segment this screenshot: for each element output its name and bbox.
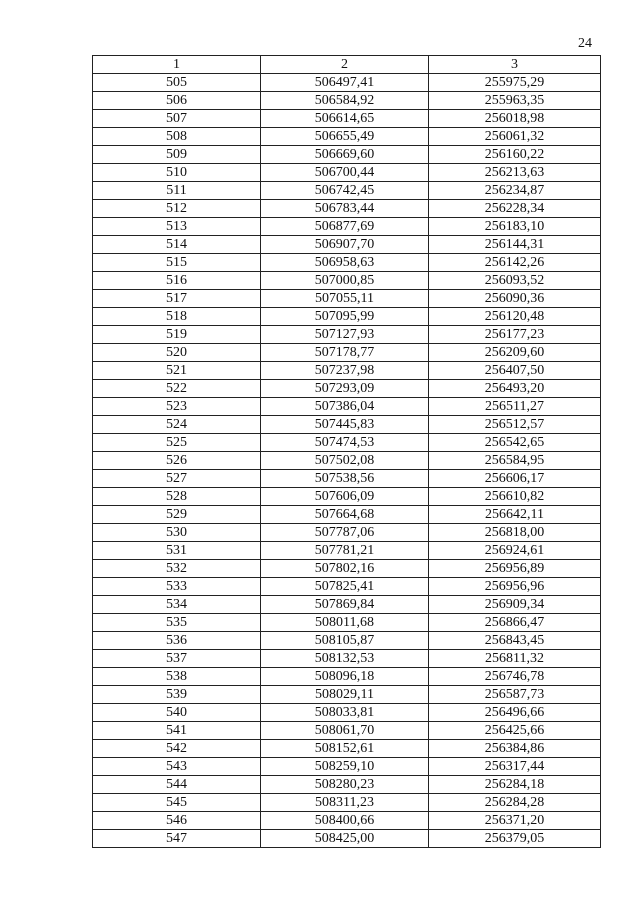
x-coordinate-cell: 508105,87 — [261, 632, 429, 650]
point-number-cell: 512 — [93, 200, 261, 218]
y-coordinate-cell: 256746,78 — [429, 668, 601, 686]
x-coordinate-cell: 508061,70 — [261, 722, 429, 740]
x-coordinate-cell: 507664,68 — [261, 506, 429, 524]
y-coordinate-cell: 256642,11 — [429, 506, 601, 524]
x-coordinate-cell: 507445,83 — [261, 416, 429, 434]
y-coordinate-cell: 256584,95 — [429, 452, 601, 470]
point-number-cell: 529 — [93, 506, 261, 524]
table-row — [93, 542, 601, 560]
table-row — [93, 776, 601, 794]
table-row — [93, 704, 601, 722]
x-coordinate-cell: 507606,09 — [261, 488, 429, 506]
point-number-cell: 545 — [93, 794, 261, 812]
column-header-2: 2 — [261, 56, 429, 74]
point-number-cell: 531 — [93, 542, 261, 560]
table-row — [93, 272, 601, 290]
point-number-cell: 519 — [93, 326, 261, 344]
y-coordinate-cell: 256018,98 — [429, 110, 601, 128]
point-number-cell: 525 — [93, 434, 261, 452]
point-number-cell: 539 — [93, 686, 261, 704]
point-number-cell: 520 — [93, 344, 261, 362]
table-row — [93, 560, 601, 578]
x-coordinate-cell: 507055,11 — [261, 290, 429, 308]
x-coordinate-cell: 507869,84 — [261, 596, 429, 614]
y-coordinate-cell: 256093,52 — [429, 272, 601, 290]
table-row — [93, 380, 601, 398]
y-coordinate-cell: 256909,34 — [429, 596, 601, 614]
point-number-cell: 511 — [93, 182, 261, 200]
y-coordinate-cell: 256234,87 — [429, 182, 601, 200]
x-coordinate-cell: 507127,93 — [261, 326, 429, 344]
point-number-cell: 540 — [93, 704, 261, 722]
table-row — [93, 146, 601, 164]
table-row — [93, 326, 601, 344]
table-row — [93, 254, 601, 272]
table-row — [93, 722, 601, 740]
x-coordinate-cell: 508132,53 — [261, 650, 429, 668]
x-coordinate-cell: 507787,06 — [261, 524, 429, 542]
x-coordinate-cell: 506614,65 — [261, 110, 429, 128]
table-row — [93, 362, 601, 380]
point-number-cell: 507 — [93, 110, 261, 128]
point-number-cell: 533 — [93, 578, 261, 596]
table-row — [93, 236, 601, 254]
table-body — [93, 56, 601, 848]
table-row — [93, 578, 601, 596]
table-header-row — [93, 56, 601, 74]
point-number-cell: 528 — [93, 488, 261, 506]
x-coordinate-cell: 506700,44 — [261, 164, 429, 182]
table-row — [93, 452, 601, 470]
table-row — [93, 182, 601, 200]
table-row — [93, 632, 601, 650]
table-row — [93, 596, 601, 614]
point-number-cell: 538 — [93, 668, 261, 686]
table-row — [93, 164, 601, 182]
y-coordinate-cell: 256496,66 — [429, 704, 601, 722]
y-coordinate-cell: 256061,32 — [429, 128, 601, 146]
table-row — [93, 74, 601, 92]
x-coordinate-cell: 508029,11 — [261, 686, 429, 704]
y-coordinate-cell: 256866,47 — [429, 614, 601, 632]
point-number-cell: 513 — [93, 218, 261, 236]
point-number-cell: 527 — [93, 470, 261, 488]
column-header-3: 3 — [429, 56, 601, 74]
table-row — [93, 488, 601, 506]
x-coordinate-cell: 507538,56 — [261, 470, 429, 488]
point-number-cell: 536 — [93, 632, 261, 650]
point-number-cell: 530 — [93, 524, 261, 542]
table-row — [93, 110, 601, 128]
x-coordinate-cell: 507802,16 — [261, 560, 429, 578]
x-coordinate-cell: 508425,00 — [261, 830, 429, 848]
y-coordinate-cell: 256956,89 — [429, 560, 601, 578]
point-number-cell: 526 — [93, 452, 261, 470]
point-number-cell: 514 — [93, 236, 261, 254]
table-row — [93, 92, 601, 110]
x-coordinate-cell: 507781,21 — [261, 542, 429, 560]
coordinates-table — [92, 55, 601, 848]
x-coordinate-cell: 507825,41 — [261, 578, 429, 596]
y-coordinate-cell: 256511,27 — [429, 398, 601, 416]
table-row — [93, 434, 601, 452]
y-coordinate-cell: 256213,63 — [429, 164, 601, 182]
point-number-cell: 521 — [93, 362, 261, 380]
y-coordinate-cell: 256284,28 — [429, 794, 601, 812]
x-coordinate-cell: 508259,10 — [261, 758, 429, 776]
x-coordinate-cell: 507178,77 — [261, 344, 429, 362]
y-coordinate-cell: 255975,29 — [429, 74, 601, 92]
y-coordinate-cell: 256493,20 — [429, 380, 601, 398]
y-coordinate-cell: 256811,32 — [429, 650, 601, 668]
table-row — [93, 344, 601, 362]
point-number-cell: 524 — [93, 416, 261, 434]
y-coordinate-cell: 256924,61 — [429, 542, 601, 560]
point-number-cell: 546 — [93, 812, 261, 830]
x-coordinate-cell: 507386,04 — [261, 398, 429, 416]
table-row — [93, 830, 601, 848]
point-number-cell: 532 — [93, 560, 261, 578]
x-coordinate-cell: 508096,18 — [261, 668, 429, 686]
x-coordinate-cell: 507474,53 — [261, 434, 429, 452]
table-row — [93, 398, 601, 416]
page-number: 24 — [578, 36, 592, 51]
y-coordinate-cell: 255963,35 — [429, 92, 601, 110]
point-number-cell: 543 — [93, 758, 261, 776]
table-row — [93, 308, 601, 326]
point-number-cell: 544 — [93, 776, 261, 794]
x-coordinate-cell: 508280,23 — [261, 776, 429, 794]
y-coordinate-cell: 256371,20 — [429, 812, 601, 830]
point-number-cell: 509 — [93, 146, 261, 164]
point-number-cell: 523 — [93, 398, 261, 416]
table-row — [93, 506, 601, 524]
table-row — [93, 218, 601, 236]
y-coordinate-cell: 256183,10 — [429, 218, 601, 236]
table-row — [93, 758, 601, 776]
table-row — [93, 524, 601, 542]
point-number-cell: 537 — [93, 650, 261, 668]
table-row — [93, 686, 601, 704]
table-row — [93, 470, 601, 488]
point-number-cell: 517 — [93, 290, 261, 308]
y-coordinate-cell: 256425,66 — [429, 722, 601, 740]
table-row — [93, 416, 601, 434]
point-number-cell: 547 — [93, 830, 261, 848]
point-number-cell: 522 — [93, 380, 261, 398]
point-number-cell: 505 — [93, 74, 261, 92]
x-coordinate-cell: 508311,23 — [261, 794, 429, 812]
table-row — [93, 650, 601, 668]
x-coordinate-cell: 506669,60 — [261, 146, 429, 164]
x-coordinate-cell: 507237,98 — [261, 362, 429, 380]
x-coordinate-cell: 507000,85 — [261, 272, 429, 290]
y-coordinate-cell: 256610,82 — [429, 488, 601, 506]
y-coordinate-cell: 256142,26 — [429, 254, 601, 272]
table-row — [93, 614, 601, 632]
point-number-cell: 518 — [93, 308, 261, 326]
table-row — [93, 200, 601, 218]
table-row — [93, 290, 601, 308]
table-row — [93, 128, 601, 146]
y-coordinate-cell: 256379,05 — [429, 830, 601, 848]
y-coordinate-cell: 256228,34 — [429, 200, 601, 218]
y-coordinate-cell: 256606,17 — [429, 470, 601, 488]
y-coordinate-cell: 256160,22 — [429, 146, 601, 164]
x-coordinate-cell: 506655,49 — [261, 128, 429, 146]
x-coordinate-cell: 508152,61 — [261, 740, 429, 758]
x-coordinate-cell: 506877,69 — [261, 218, 429, 236]
x-coordinate-cell: 507502,08 — [261, 452, 429, 470]
point-number-cell: 541 — [93, 722, 261, 740]
y-coordinate-cell: 256818,00 — [429, 524, 601, 542]
y-coordinate-cell: 256177,23 — [429, 326, 601, 344]
x-coordinate-cell: 506497,41 — [261, 74, 429, 92]
table-row — [93, 668, 601, 686]
y-coordinate-cell: 256090,36 — [429, 290, 601, 308]
x-coordinate-cell: 508033,81 — [261, 704, 429, 722]
x-coordinate-cell: 506783,44 — [261, 200, 429, 218]
point-number-cell: 508 — [93, 128, 261, 146]
y-coordinate-cell: 256956,96 — [429, 578, 601, 596]
y-coordinate-cell: 256542,65 — [429, 434, 601, 452]
point-number-cell: 515 — [93, 254, 261, 272]
x-coordinate-cell: 508011,68 — [261, 614, 429, 632]
point-number-cell: 510 — [93, 164, 261, 182]
x-coordinate-cell: 506907,70 — [261, 236, 429, 254]
point-number-cell: 506 — [93, 92, 261, 110]
table-row — [93, 740, 601, 758]
y-coordinate-cell: 256317,44 — [429, 758, 601, 776]
y-coordinate-cell: 256144,31 — [429, 236, 601, 254]
table-row — [93, 794, 601, 812]
y-coordinate-cell: 256407,50 — [429, 362, 601, 380]
point-number-cell: 516 — [93, 272, 261, 290]
y-coordinate-cell: 256384,86 — [429, 740, 601, 758]
y-coordinate-cell: 256587,73 — [429, 686, 601, 704]
x-coordinate-cell: 506958,63 — [261, 254, 429, 272]
column-header-1: 1 — [93, 56, 261, 74]
x-coordinate-cell: 508400,66 — [261, 812, 429, 830]
y-coordinate-cell: 256284,18 — [429, 776, 601, 794]
point-number-cell: 534 — [93, 596, 261, 614]
y-coordinate-cell: 256209,60 — [429, 344, 601, 362]
x-coordinate-cell: 506742,45 — [261, 182, 429, 200]
y-coordinate-cell: 256120,48 — [429, 308, 601, 326]
table-row — [93, 812, 601, 830]
x-coordinate-cell: 507293,09 — [261, 380, 429, 398]
y-coordinate-cell: 256843,45 — [429, 632, 601, 650]
y-coordinate-cell: 256512,57 — [429, 416, 601, 434]
x-coordinate-cell: 507095,99 — [261, 308, 429, 326]
point-number-cell: 542 — [93, 740, 261, 758]
point-number-cell: 535 — [93, 614, 261, 632]
x-coordinate-cell: 506584,92 — [261, 92, 429, 110]
